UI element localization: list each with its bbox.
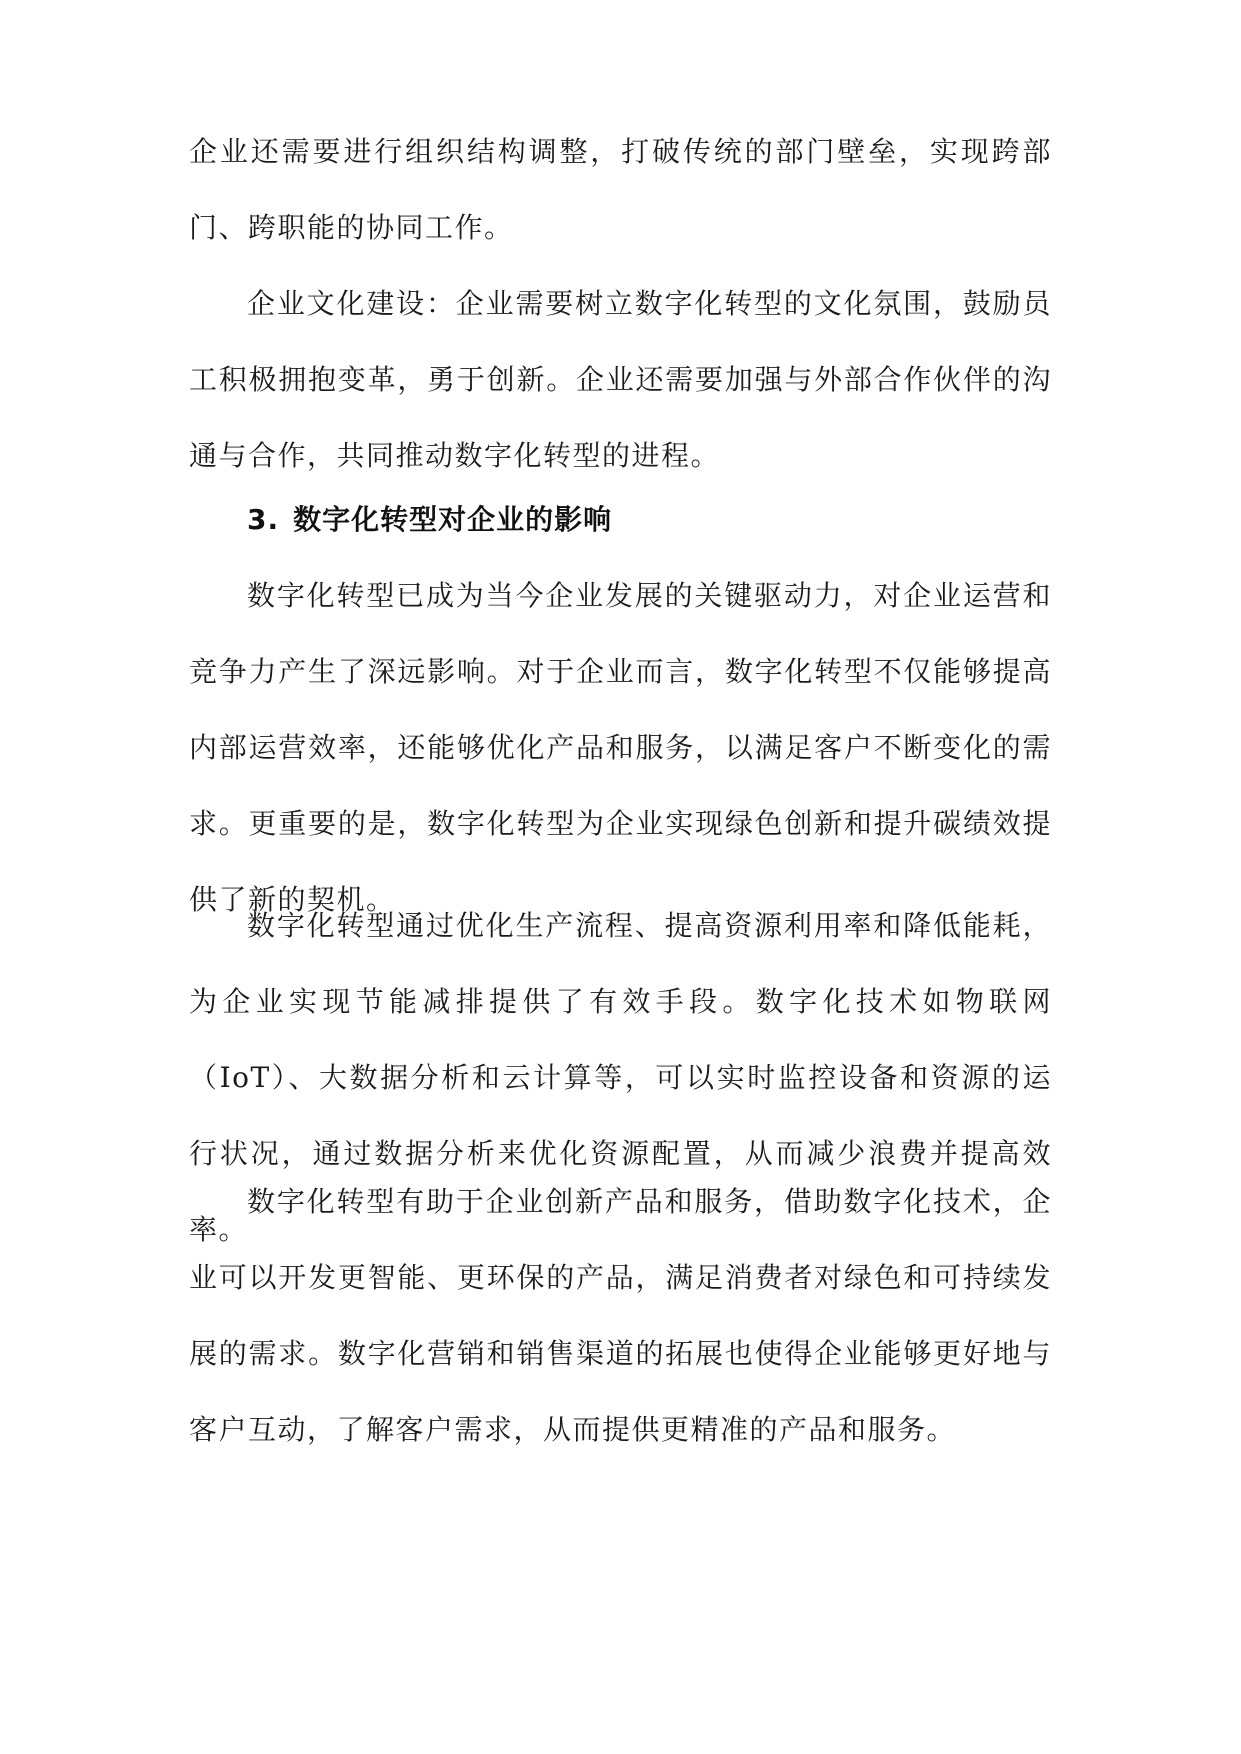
paragraph-org-structure: 企业还需要进行组织结构调整，打破传统的部门壁垒，实现跨部门、跨职能的协同工作。 — [189, 135, 1052, 244]
section-number: 3. — [247, 503, 280, 536]
section-heading — [247, 482, 1047, 558]
paragraph-impact-intro: 数字化转型已成为当今企业发展的关键驱动力，对企业运营和竞争力产生了深远影响。对于企业而言，数字化转型不仅能够提高内部运营效率，还能够优化产品和服务，以满足客户不断变化的需求。更重要的是，数字化转型为企业实现绿色创新和提升碳绩效提供了新的契机。 — [189, 579, 1052, 916]
section-title: 数字化转型对企业的影响 — [293, 503, 613, 536]
paragraph-culture: 企业文化建设：企业需要树立数字化转型的文化氛围，鼓励员工积极拥抱变革，勇于创新。企业还需要加强与外部合作伙伴的沟通与合作，共同推动数字化转型的进程。 — [189, 287, 1052, 472]
paragraph-energy-saving: 数字化转型通过优化生产流程、提高资源利用率和降低能耗，为企业实现节能减排提供了有效手段。数字化技术如物联网（IoT）、大数据分析和云计算等，可以实时监控设备和资源的运行状况，通过数据分析来优化资源配置，从而减少浪费并提高效率。 — [189, 909, 1052, 1246]
paragraph-product-innovation: 数字化转型有助于企业创新产品和服务，借助数字化技术，企业可以开发更智能、更环保的产品，满足消费者对绿色和可持续发展的需求。数字化营销和销售渠道的拓展也使得企业能够更好地与客户互动，了解客户需求，从而提供更精准的产品和服务。 — [189, 1185, 1052, 1446]
